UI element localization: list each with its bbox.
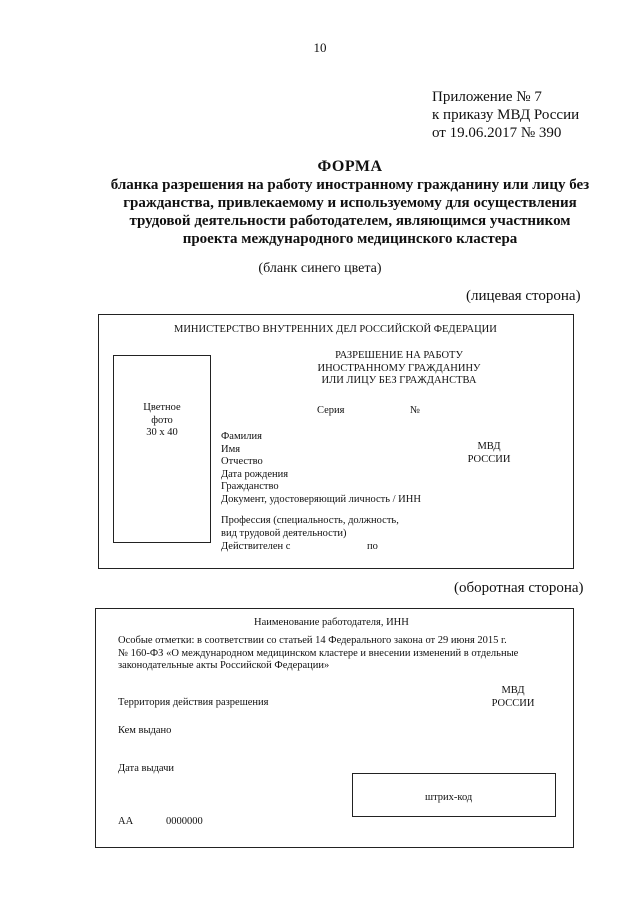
special-notes-line-1: Особые отметки: в соответствии со статьей 14 Федерального закона от 29 июня 2015 г. xyxy=(118,635,507,646)
field-name: Имя xyxy=(221,443,241,455)
back-mvd-line-2: РОССИИ xyxy=(491,697,535,709)
blank-color-note: (бланк синего цвета) xyxy=(258,261,382,276)
form-title xyxy=(60,158,640,248)
front-mvd-line-2: РОССИИ xyxy=(467,453,511,465)
field-patronymic: Отчество xyxy=(221,456,263,467)
front-mvd-mark xyxy=(459,441,519,466)
photo-label xyxy=(114,402,210,440)
appendix-reference xyxy=(432,88,579,142)
form-number: 0000000 xyxy=(166,816,203,827)
form-heading: ФОРМА xyxy=(317,158,383,175)
field-birth-date: Дата рождения xyxy=(221,468,289,480)
special-notes-line-2: № 160-ФЗ «О международном медицинском кластере и внесении изменений в отдельные xyxy=(118,647,519,659)
special-notes xyxy=(118,635,518,673)
field-profession-line-1: Профессия (специальность, должность, xyxy=(221,515,399,526)
appendix-line-3: от 19.06.2017 № 390 xyxy=(432,125,562,141)
profession-field xyxy=(221,515,399,540)
form-title-line-2: гражданства, привлекаемому и используемому для осуществления xyxy=(123,195,577,211)
appendix-line-1: Приложение № 7 xyxy=(432,89,542,105)
permit-title-line-1: РАЗРЕШЕНИЕ НА РАБОТУ xyxy=(335,350,463,361)
front-fields xyxy=(221,431,421,506)
field-valid-to: по xyxy=(367,541,378,552)
barcode-label: штрих-код xyxy=(425,792,473,803)
appendix-line-2: к приказу МВД России xyxy=(432,107,580,123)
permit-title-line-3: ИЛИ ЛИЦУ БЕЗ ГРАЖДАНСТВА xyxy=(321,375,477,386)
field-document: Документ, удостоверяющий личность / ИНН xyxy=(221,493,421,505)
back-side-label: (оборотная сторона) xyxy=(454,580,584,596)
permit-title xyxy=(279,350,519,388)
form-title-line-3: трудовой деятельности работодателем, являющимся участником xyxy=(129,213,571,229)
back-mvd-line-1: МВД xyxy=(501,685,525,696)
photo-label-line-3: 30 х 40 xyxy=(146,427,178,438)
number-label: № xyxy=(410,405,421,416)
issue-date-field: Дата выдачи xyxy=(118,763,175,774)
field-citizenship: Гражданство xyxy=(221,481,279,492)
special-notes-line-3: законодательные акты Российской Федерации» xyxy=(118,660,330,671)
front-mvd-line-1: МВД xyxy=(477,441,501,452)
photo-label-line-2: фото xyxy=(151,414,173,426)
field-profession-line-2: вид трудовой деятельности) xyxy=(221,527,347,539)
front-side-label: (лицевая сторона) xyxy=(466,288,581,304)
photo-placeholder xyxy=(113,355,211,543)
photo-label-line-1: Цветное xyxy=(143,402,181,413)
form-title-line-1: бланка разрешения на работу иностранному гражданину или лицу без xyxy=(110,177,590,193)
barcode-area xyxy=(352,773,556,817)
issued-by-field: Кем выдано xyxy=(118,725,172,736)
form-series: АА xyxy=(118,816,134,827)
field-valid-from: Действителен с xyxy=(221,541,291,552)
ministry-header: МИНИСТЕРСТВО ВНУТРЕННИХ ДЕЛ РОССИЙСКОЙ ФЕДЕРАЦИИ xyxy=(174,324,497,335)
permit-title-line-2: ИНОСТРАННОМУ ГРАЖДАНИНУ xyxy=(317,362,481,374)
page-number: 10 xyxy=(313,40,327,55)
form-title-line-4: проекта международного медицинского кластера xyxy=(182,231,518,247)
field-surname: Фамилия xyxy=(221,431,262,442)
back-mvd-mark xyxy=(483,685,543,710)
series-label: Серия xyxy=(317,405,345,416)
territory-field: Территория действия разрешения xyxy=(118,697,269,708)
employer-field: Наименование работодателя, ИНН xyxy=(254,617,409,628)
